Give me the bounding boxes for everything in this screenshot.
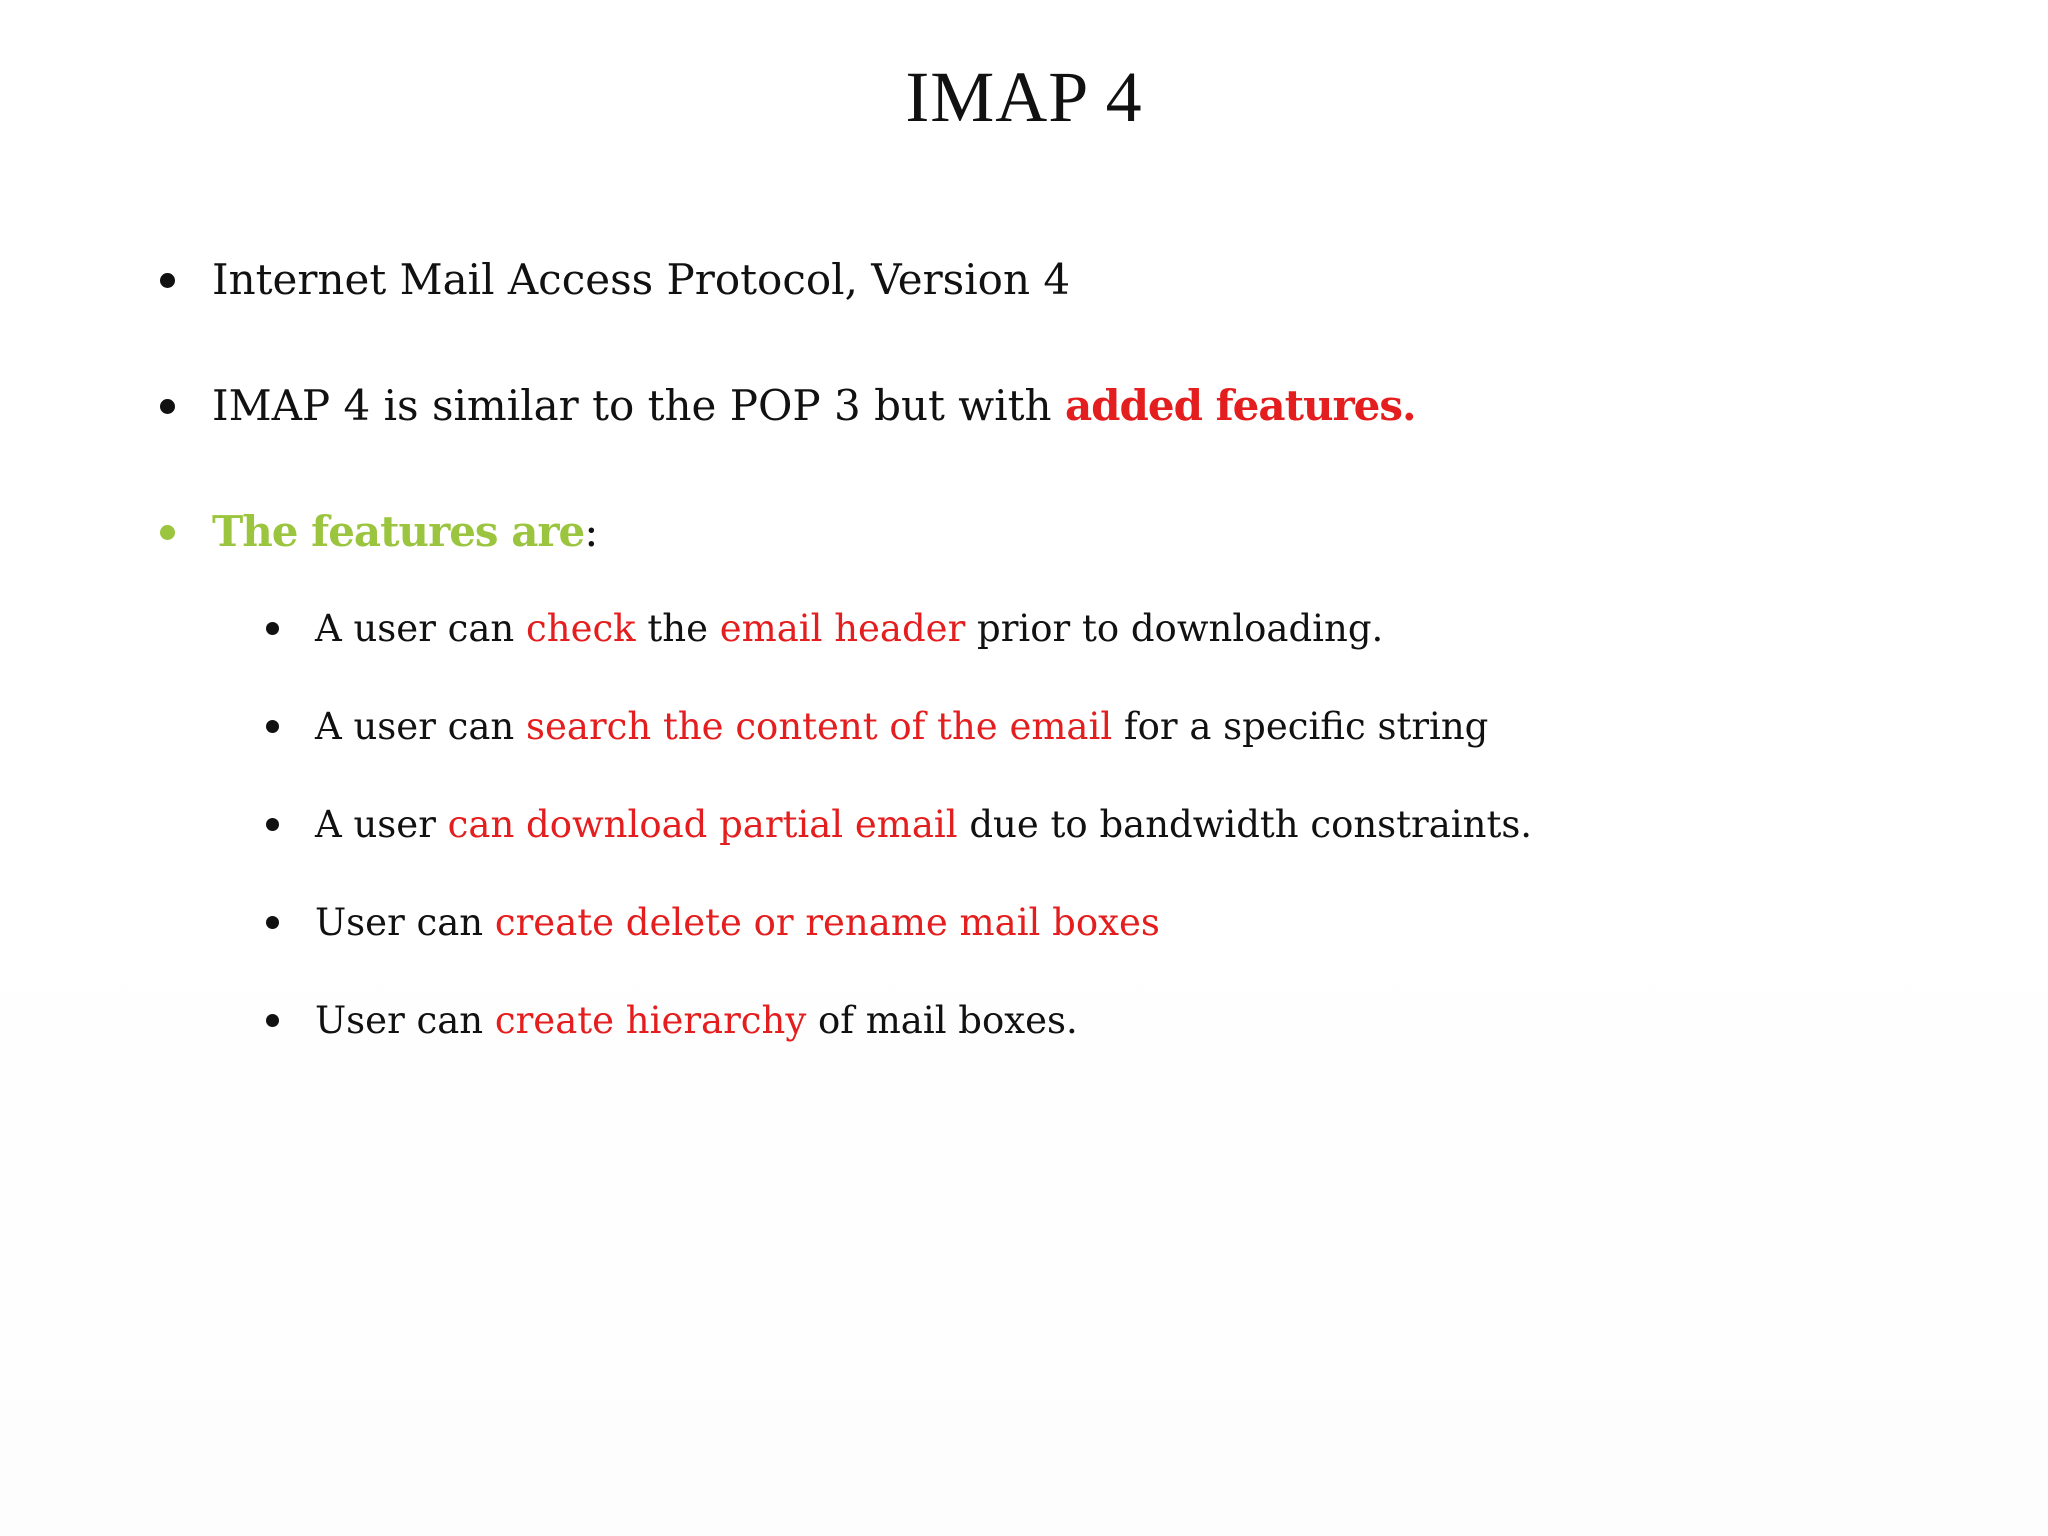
feature-item xyxy=(315,803,2048,901)
feature-text: A user can xyxy=(315,607,527,650)
bullet-icon xyxy=(160,399,175,414)
bullet-item-definition xyxy=(212,255,2048,381)
feature-item xyxy=(315,999,2048,1097)
bullet-item-similarity xyxy=(212,381,2048,507)
bullet-icon xyxy=(160,273,175,288)
feature-highlight: create delete or rename mail boxes xyxy=(494,901,1160,944)
bullet-list xyxy=(0,255,2048,1097)
feature-text: User can xyxy=(315,999,495,1042)
sub-bullet-icon xyxy=(266,818,279,831)
feature-text: the xyxy=(635,607,720,650)
bullet-highlight: added features. xyxy=(1064,381,1416,430)
feature-text: A user xyxy=(315,803,448,846)
feature-text: prior to downloading. xyxy=(965,607,1384,650)
feature-highlight: check xyxy=(526,607,636,650)
sub-bullet-icon xyxy=(266,720,279,733)
feature-item xyxy=(315,901,2048,999)
bullet-icon xyxy=(160,525,175,540)
feature-text: User can xyxy=(315,901,495,944)
feature-highlight: search the content of the email xyxy=(526,705,1113,748)
feature-text: of mail boxes. xyxy=(806,999,1078,1042)
feature-highlight: create hierarchy xyxy=(494,999,807,1042)
slide-title: IMAP 4 xyxy=(905,57,1143,137)
bullet-text: : xyxy=(584,507,599,556)
feature-item xyxy=(315,705,2048,803)
sub-bullet-icon xyxy=(266,916,279,929)
feature-highlight: email header xyxy=(719,607,966,650)
feature-text: for a specific string xyxy=(1112,705,1489,748)
sub-bullet-icon xyxy=(266,1014,279,1027)
bullet-text: IMAP 4 is similar to the POP 3 but with xyxy=(212,381,1065,430)
feature-text: due to bandwidth constraints. xyxy=(957,803,1533,846)
feature-text: A user can xyxy=(315,705,527,748)
feature-list xyxy=(0,607,2048,1097)
feature-item xyxy=(315,607,2048,705)
sub-bullet-icon xyxy=(266,622,279,635)
feature-highlight: can download partial email xyxy=(447,803,958,846)
bullet-highlight: The features are xyxy=(212,507,585,556)
bullet-text: Internet Mail Access Protocol, Version 4 xyxy=(212,255,1071,304)
